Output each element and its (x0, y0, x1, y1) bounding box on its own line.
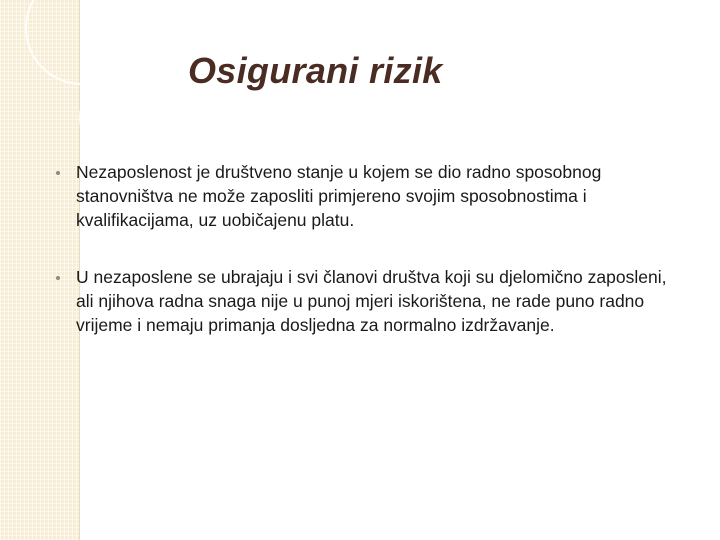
bullet-item (56, 160, 686, 232)
bullet-text: U nezaposlene se ubrajaju i svi članovi društva koji su djelomično zaposleni, ali njihova radna snaga nije u punoj mjeri iskorištena, ne rade puno radno vrijeme i nemaju primanja dosljedna za normalno izdržavanje. (76, 267, 667, 335)
bullet-item (56, 265, 686, 337)
bullet-text: Nezaposlenost je društveno stanje u kojem se dio radno sposobnog stanovništva ne može zaposliti primjereno svojim sposobnostima i kvalifikacijama, uz uobičajenu platu. (76, 162, 602, 230)
slide-title: Osigurani rizik (188, 50, 443, 91)
decorative-rings (0, 0, 160, 160)
bullet-icon (56, 171, 60, 175)
bullet-list (56, 160, 686, 370)
bullet-icon (56, 276, 60, 280)
